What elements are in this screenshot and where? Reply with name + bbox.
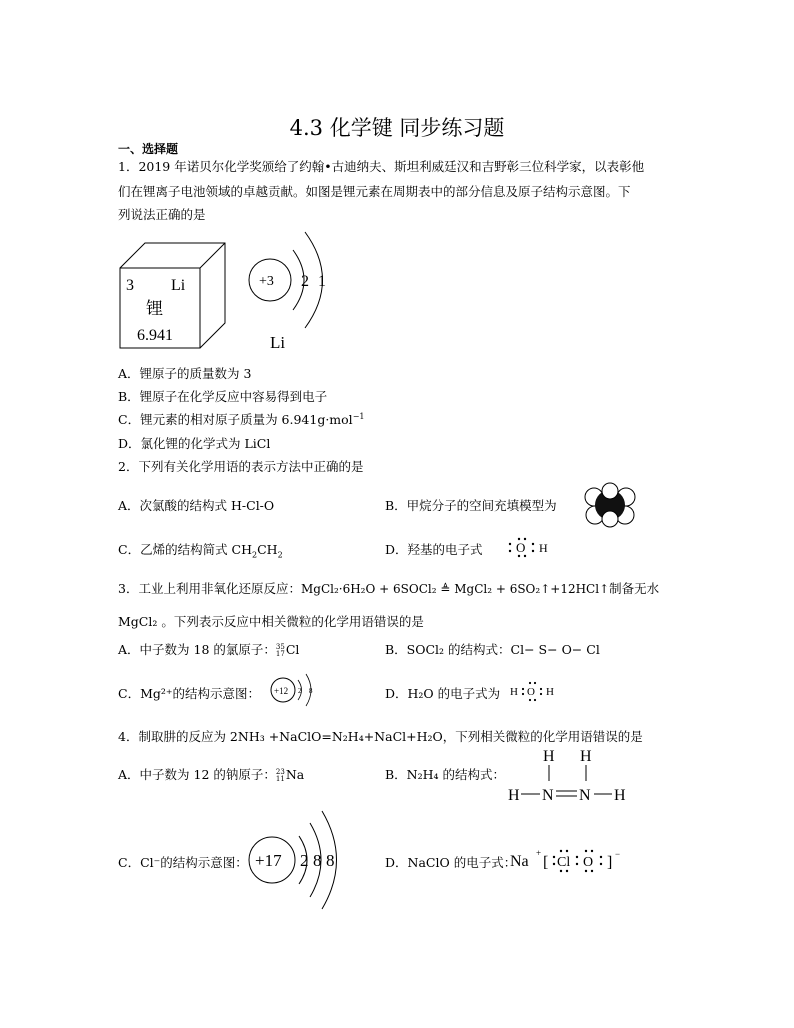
q2-option-c-sub1: 2 xyxy=(252,550,258,560)
q2-option-a: A．次氯酸的结构式 H-Cl-O xyxy=(118,498,275,513)
cl-shell1: 2 xyxy=(300,851,309,870)
cl-shell3: 8 xyxy=(326,851,335,870)
q2-option-d: D．羟基的电子式 xyxy=(385,542,483,557)
mg-nucleus: +12 xyxy=(274,686,289,696)
water-h2: H xyxy=(546,686,554,698)
q1-stem-line1: 1．2019 年诺贝尔化学奖颁给了约翰•古迪纳夫、斯坦利威廷汉和吉野彰三位科学家，以表彰他 xyxy=(118,159,645,174)
svg-text:[: [ xyxy=(543,854,549,871)
q1-option-a: A．锂原子的质量数为 3 xyxy=(118,366,252,381)
q2-option-b: B．甲烷分子的空间充填模型为 xyxy=(385,498,557,513)
li-nucleus-charge: +3 xyxy=(259,274,274,289)
n2h4-n-left: N xyxy=(542,787,554,804)
section-heading: 一、选择题 xyxy=(118,142,179,156)
hydroxyl-h: H xyxy=(539,541,548,555)
q3-option-d: D．H₂O 的电子式为 xyxy=(385,686,501,701)
q4-option-b: B．N₂H₄ 的结构式： xyxy=(385,767,506,782)
element-symbol: Li xyxy=(171,277,186,294)
svg-text:]: ] xyxy=(607,854,613,871)
mg-shell1: 2 xyxy=(298,687,302,695)
hydroxyl-o: O xyxy=(516,540,526,555)
naclo-o: O xyxy=(583,855,594,870)
cl-nucleus: +17 xyxy=(255,851,282,870)
q4-isotope-numbers xyxy=(276,769,285,783)
naclo-electron-formula xyxy=(510,844,630,878)
naclo-charge-neg: − xyxy=(615,849,621,859)
q2-option-c-text: C．乙烯的结构简式 CH xyxy=(118,542,253,557)
q1-option-b: B．锂原子在化学反应中容易得到电子 xyxy=(118,389,328,404)
li-label: Li xyxy=(270,333,286,352)
n2h4-n-right: N xyxy=(579,787,591,804)
q3-isotope-number: 17 xyxy=(275,649,285,658)
q1-option-c-sup: −1 xyxy=(352,411,365,421)
q3-isotope-numbers xyxy=(276,644,285,658)
q1-option-d: D．氯化锂的化学式为 LiCl xyxy=(118,436,271,451)
element-number: 3 xyxy=(126,277,134,294)
q4-isotope-number: 11 xyxy=(275,774,285,783)
naclo-na: Na xyxy=(510,853,529,870)
q3-equation: MgCl₂·6H₂O + 6SOCl₂ ≜ MgCl₂ + 6SO₂↑+12HCl↑ xyxy=(300,582,610,596)
page-title: 4.3 化学键 同步练习题 xyxy=(289,116,505,140)
q4-option-d: D．NaClO 的电子式： xyxy=(385,855,517,870)
naclo-charge-pos: + xyxy=(536,848,542,858)
q1-stem-line3: 列说法正确的是 xyxy=(118,207,206,222)
li-shell1-count: 2 xyxy=(301,273,309,290)
water-electron-formula xyxy=(510,679,562,703)
n2h4-h-top-right: H xyxy=(580,748,592,765)
water-h1: H xyxy=(510,686,518,698)
q3-stem-post: 制备无水 xyxy=(609,581,660,596)
q4-option-a xyxy=(118,765,304,783)
q3-isotope-mass: 35 xyxy=(275,642,285,651)
q3-stem-line1 xyxy=(118,579,659,597)
q1-option-c-text: C．锂元素的相对原子质量为 6.941g·mol xyxy=(118,412,353,427)
mg-ion-structure xyxy=(265,670,325,710)
n2h4-h-top-left: H xyxy=(543,748,555,765)
q3-option-a xyxy=(118,640,299,658)
q3-option-b: B．SOCl₂ 的结构式：Cl− S− O− Cl xyxy=(385,642,600,657)
element-mass: 6.941 xyxy=(137,327,173,344)
element-name: 锂 xyxy=(146,299,163,318)
cl-shell2: 8 xyxy=(313,851,322,870)
q4-isotope-symbol: Na xyxy=(285,767,305,782)
mg-shell2: 8 xyxy=(309,687,313,695)
q1-figure xyxy=(115,228,345,358)
n2h4-h-left: H xyxy=(508,787,520,804)
li-shell2-count: 1 xyxy=(318,273,326,290)
q2-option-c-mid: CH xyxy=(257,542,278,557)
naclo-cl: Cl xyxy=(557,855,571,870)
q4-option-a-text: A．中子数为 12 的钠原子： xyxy=(118,767,276,782)
cl-ion-structure xyxy=(245,808,365,913)
q3-stem-pre: 3．工业上利用非氧化还原反应： xyxy=(118,581,301,596)
hydrazine-structural-formula xyxy=(506,745,636,805)
q2-option-c-sub2: 2 xyxy=(277,550,283,560)
q3-option-a-text: A．中子数为 18 的氯原子： xyxy=(118,642,276,657)
q3-option-c: C．Mg²⁺的结构示意图： xyxy=(118,686,260,701)
q3-isotope-symbol: Cl xyxy=(285,642,300,657)
n2h4-h-right: H xyxy=(614,787,626,804)
q3-stem-line2: MgCl₂ 。下列表示反应中相关微粒的化学用语错误的是 xyxy=(118,614,424,629)
q4-stem: 4．制取肼的反应为 2NH₃ +NaClO=N₂H₄+NaCl+H₂O，下列相关微粒的化学用语错误的是 xyxy=(118,729,643,744)
q1-option-c xyxy=(118,410,364,428)
q4-option-c: C．Cl⁻的结构示意图： xyxy=(118,855,248,870)
q1-stem-line2: 们在锂离子电池领域的卓越贡献。如图是锂元素在周期表中的部分信息及原子结构示意图。下 xyxy=(118,184,631,199)
q2-option-c xyxy=(118,540,283,560)
hydroxyl-electron-formula xyxy=(506,535,556,559)
water-o: O xyxy=(527,686,535,698)
q4-isotope-mass: 23 xyxy=(275,767,285,776)
q2-stem: 2．下列有关化学用语的表示方法中正确的是 xyxy=(118,459,364,474)
methane-space-filling-model xyxy=(584,482,636,528)
